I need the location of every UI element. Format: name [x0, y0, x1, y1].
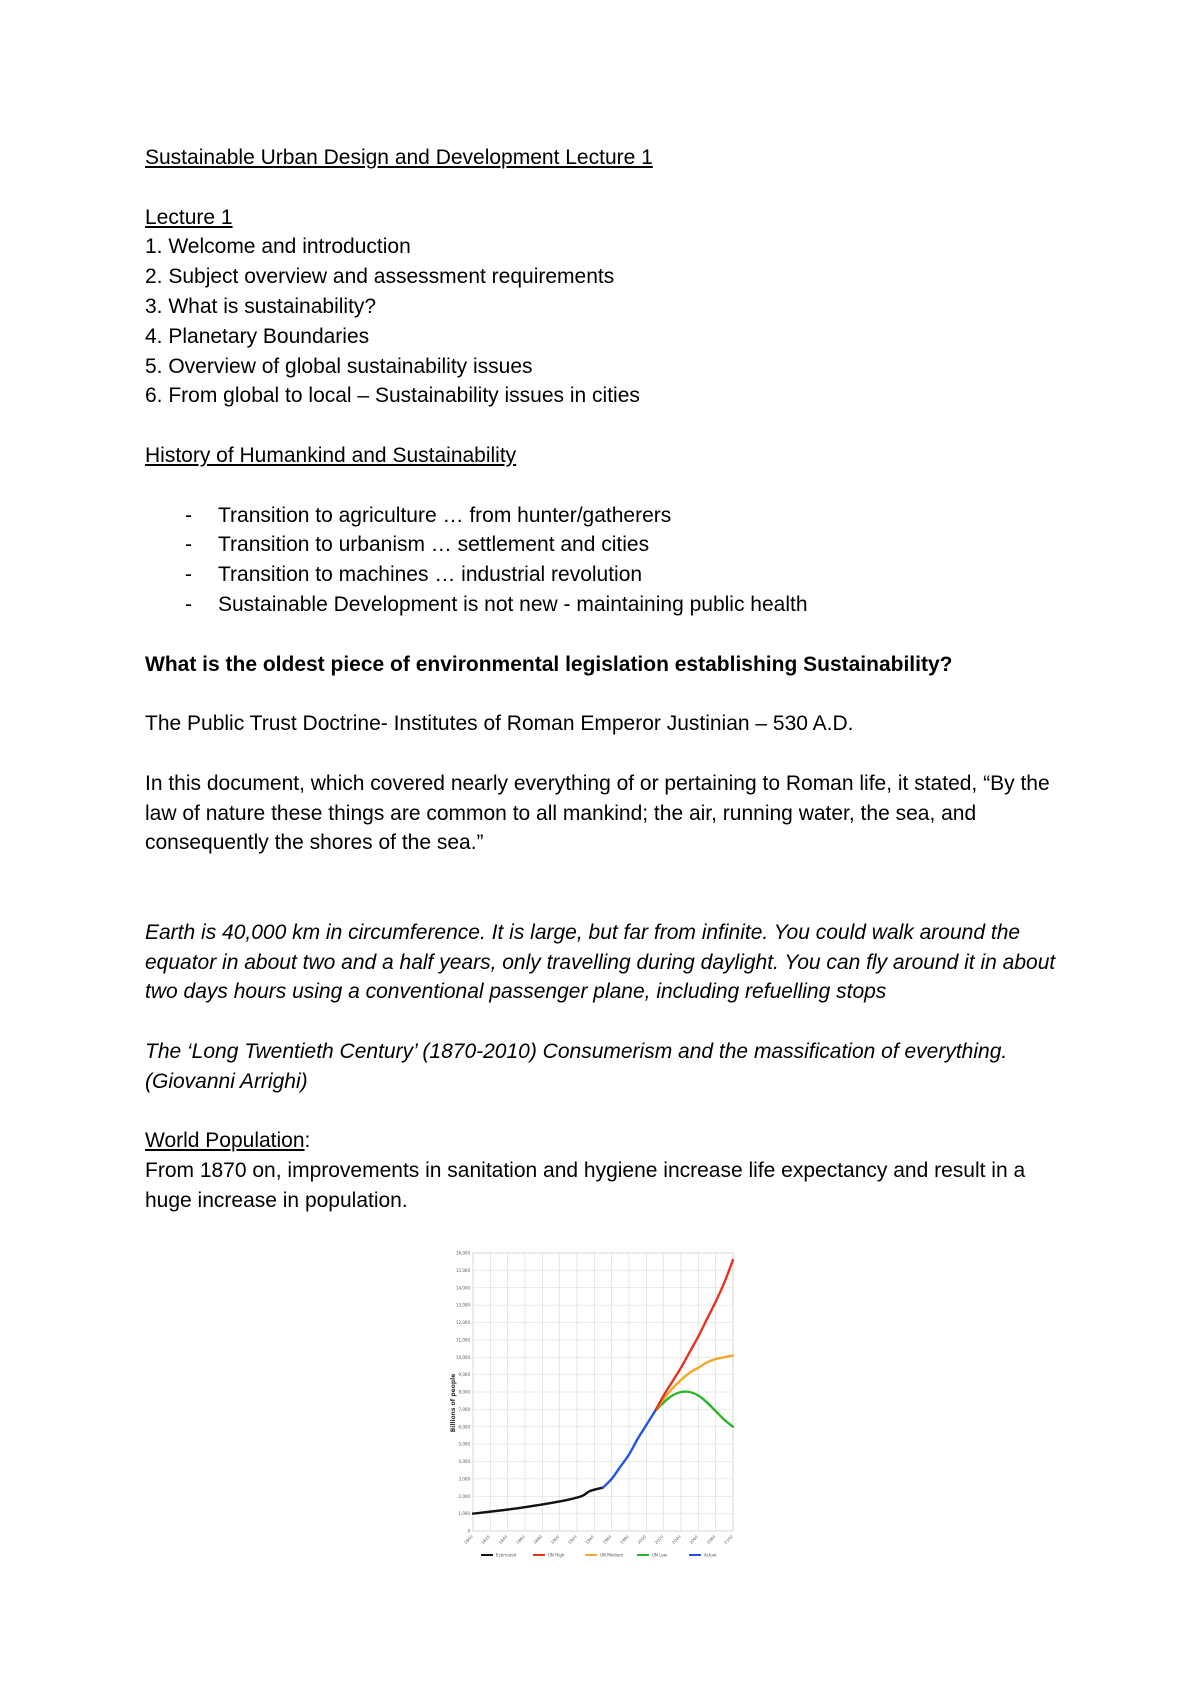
history-item-text: Transition to machines … industrial revolution	[218, 563, 643, 587]
history-list	[145, 501, 1075, 620]
x-tick-label: 1960	[601, 1534, 613, 1545]
spacer	[145, 858, 1075, 888]
x-tick-label: 2100	[722, 1534, 734, 1545]
x-tick-label: 2020	[653, 1534, 665, 1545]
x-tick-label: 1820	[480, 1534, 492, 1545]
x-tick-label: 2080	[705, 1534, 717, 1545]
history-item	[185, 530, 1075, 560]
topic-item: 3. What is sustainability?	[145, 294, 377, 318]
topic-item: 4. Planetary Boundaries	[145, 324, 370, 348]
history-item	[185, 560, 1075, 590]
spacer	[145, 679, 1075, 709]
century-paragraph: The ‘Long Twentieth Century’ (1870-2010) Consumerism and the massification of everything. (Giovanni Arrighi)	[145, 1039, 1008, 1093]
y-tick-label: 6,000	[458, 1424, 470, 1430]
x-tick-label: 1920	[566, 1534, 578, 1545]
spacer	[145, 739, 1075, 769]
population-paragraph: From 1870 on, improvements in sanitation and hygiene increase life expectancy and result in a huge increase in population.	[145, 1159, 1026, 1212]
topic-item: 2. Subject overview and assessment requirements	[145, 265, 615, 289]
x-tick-label: 1900	[549, 1534, 561, 1545]
legend-label: Actual	[704, 1552, 717, 1558]
legend-label: UN Medium	[600, 1552, 624, 1558]
x-tick-label: 1980	[618, 1534, 630, 1545]
x-tick-label: 1860	[514, 1534, 526, 1545]
question-text: What is the oldest piece of environmental legislation establishing Sustainability?	[145, 652, 953, 676]
x-tick-label: 1880	[532, 1534, 544, 1545]
y-tick-label: 8,000	[458, 1389, 470, 1395]
y-tick-label: 15,000	[456, 1267, 470, 1273]
y-tick-label: 5,000	[458, 1441, 470, 1447]
dash-marker: -	[185, 503, 192, 527]
population-chart	[445, 1243, 765, 1563]
x-tick-label: 2000	[636, 1534, 648, 1545]
spacer	[145, 888, 1075, 918]
topic-list	[145, 232, 1075, 411]
document-title: Sustainable Urban Design and Development Lecture 1	[145, 146, 653, 169]
history-item	[185, 501, 1075, 531]
population-heading-line	[145, 1126, 1075, 1156]
spacer	[145, 173, 1075, 203]
legend-label: UN Low	[652, 1552, 668, 1558]
spacer	[145, 1097, 1075, 1127]
dash-marker: -	[185, 592, 192, 616]
x-tick-label: 2060	[688, 1534, 700, 1545]
y-tick-label: 3,000	[458, 1476, 470, 1482]
earth-paragraph: Earth is 40,000 km in circumference. It is large, but far from infinite. You could walk around the equator in about two and a half years, only travelling during daylight. You can fly around it in about two days hours using a conventional passenger plane, including refuelling stops	[145, 920, 1056, 1004]
y-tick-label: 4,000	[458, 1459, 470, 1464]
topic-item: 6. From global to local – Sustainability issues in cities	[145, 384, 640, 408]
dash-marker: -	[185, 563, 192, 587]
population-colon: :	[304, 1129, 311, 1153]
history-item-text: Transition to agriculture … from hunter/gatherers	[218, 503, 672, 527]
chart-grid	[473, 1253, 733, 1531]
spacer	[145, 411, 1075, 441]
history-item-text: Sustainable Development is not new - maintaining public health	[218, 592, 808, 616]
y-tick-label: 2,000	[458, 1493, 470, 1499]
y-tick-label: 10,000	[456, 1354, 470, 1360]
spacer	[145, 471, 1075, 501]
x-tick-label: 1840	[497, 1534, 509, 1545]
x-tick-label: 1800	[462, 1534, 474, 1545]
population-heading: World Population	[145, 1129, 305, 1153]
y-tick-label: 9,000	[458, 1372, 470, 1378]
topic-item: 1. Welcome and introduction	[145, 235, 411, 259]
legend-label: Estimated	[496, 1552, 517, 1558]
x-tick-label: 2040	[670, 1534, 682, 1545]
y-tick-label: 12,000	[456, 1320, 470, 1325]
legend-label: UN High	[548, 1552, 565, 1558]
chart-legend	[481, 1553, 717, 1558]
topic-item: 5. Overview of global sustainability issues	[145, 354, 533, 378]
y-tick-label: 1,000	[458, 1511, 470, 1517]
y-tick-label: 14,000	[456, 1285, 470, 1291]
spacer	[145, 620, 1075, 650]
dash-marker: -	[185, 533, 192, 557]
y-axis-label: Billions of people	[450, 1373, 457, 1433]
spacer	[145, 1007, 1075, 1037]
document-page	[145, 143, 1075, 1216]
history-heading: History of Humankind and Sustainability	[145, 443, 517, 467]
y-tick-label: 7,000	[458, 1406, 470, 1412]
history-item-text: Transition to urbanism … settlement and cities	[218, 533, 650, 557]
history-item	[185, 590, 1075, 620]
population-chart-svg	[445, 1243, 765, 1563]
quote-paragraph: In this document, which covered nearly everything of or pertaining to Roman life, it stated, “By the law of nature these things are common to all mankind; the air, running water, the sea, and consequently the shores of the sea.”	[145, 771, 1050, 855]
y-tick-label: 13,000	[456, 1302, 470, 1308]
lecture-heading: Lecture 1	[145, 205, 233, 229]
y-tick-label: 0	[467, 1528, 470, 1534]
y-tick-label: 11,000	[456, 1337, 470, 1343]
x-tick-label: 1940	[584, 1534, 596, 1545]
doctrine-text: The Public Trust Doctrine- Institutes of Roman Emperor Justinian – 530 A.D.	[145, 712, 854, 736]
y-tick-label: 16,000	[456, 1250, 470, 1256]
